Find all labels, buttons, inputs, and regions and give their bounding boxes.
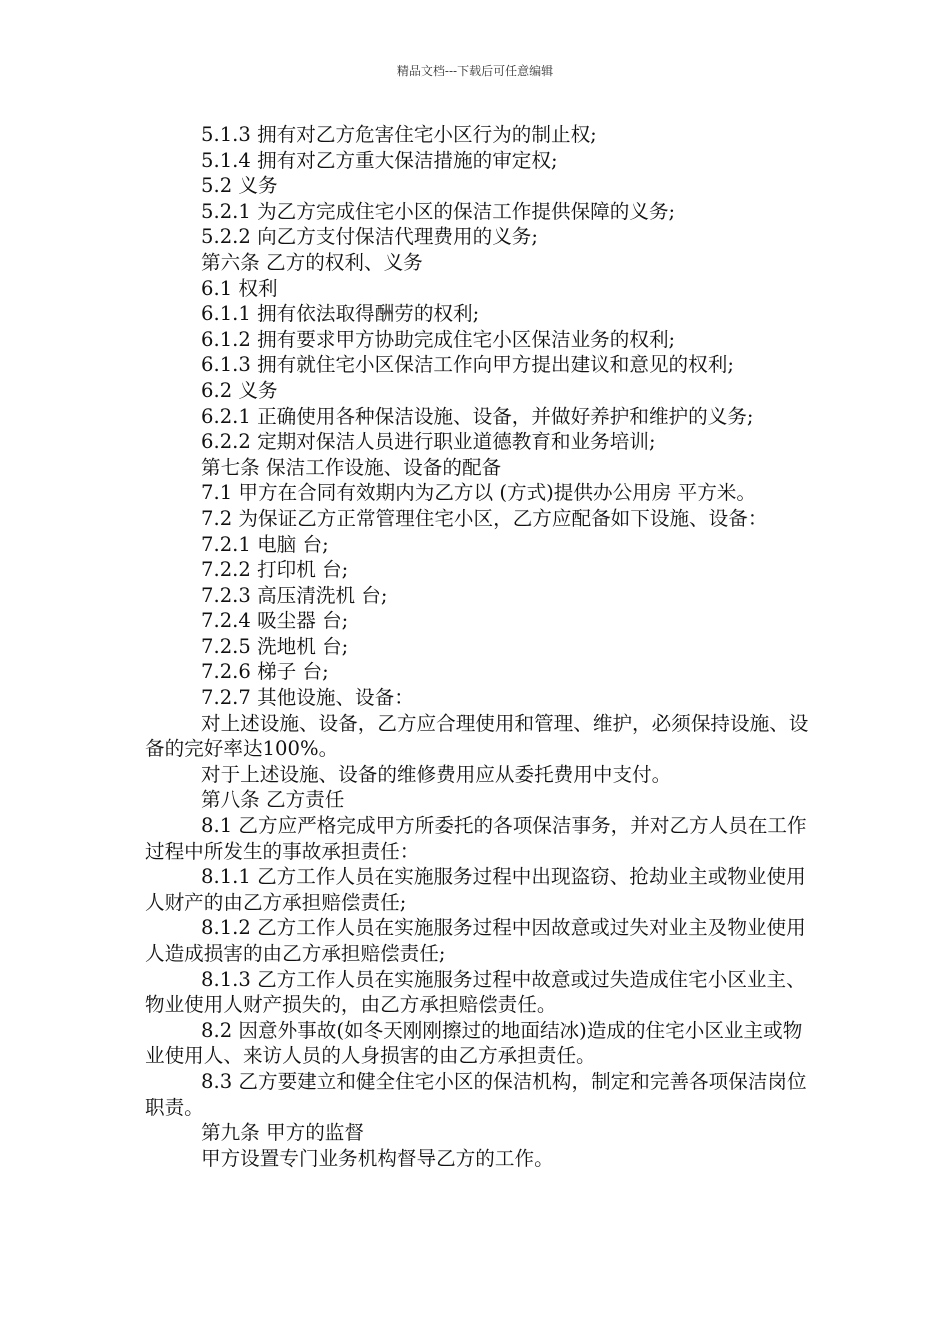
document-body: [145, 122, 815, 1171]
clause-6-2-2: 6.2.2 定期对保洁人员进行职业道德教育和业务培训;: [201, 430, 656, 454]
clause-8-1: 8.1 乙方应严格完成甲方所委托的各项保洁事务，并对乙方人员在工作过程中所发生的事故承担责任：: [145, 814, 807, 863]
clause-7-2-1: 7.2.1 电脑 台;: [201, 532, 329, 556]
clause-8-2: 8.2 因意外事故(如冬天刚刚擦过的地面结冰)造成的住宅小区业主或物业使用人、来访人员的人身损害的由乙方承担责任。: [145, 1018, 803, 1068]
article-8-heading: 第八条 乙方责任: [201, 788, 345, 812]
clause-5-2-1: 5.2.1 为乙方完成住宅小区的保洁工作提供保障的义务;: [201, 199, 676, 223]
clause-7-2-4: 7.2.4 吸尘器 台;: [201, 609, 349, 633]
article-9-body: 甲方设置专门业务机构督导乙方的工作。: [201, 1146, 554, 1170]
clause-6-1-1: 6.1.1 拥有依法取得酬劳的权利;: [201, 302, 480, 326]
clause-7-2-7: 7.2.7 其他设施、设备：: [201, 686, 414, 710]
clause-7-2-3: 7.2.3 高压清洗机 台;: [201, 583, 388, 607]
clause-8-3: 8.3 乙方要建立和健全住宅小区的保洁机构，制定和完善各项保洁岗位职责。: [145, 1069, 807, 1119]
clause-8-1-3: 8.1.3 乙方工作人员在实施服务过程中故意或过失造成住宅小区业主、物业使用人财产损失的，由乙方承担赔偿责任。: [145, 967, 806, 1017]
clause-6-2: 6.2 义务: [201, 378, 278, 402]
equipment-maintenance-para: 对上述设施、设备，乙方应合理使用和管理、维护，必须保持设施、设备的完好率达100%。: [145, 711, 809, 761]
clause-6-1: 6.1 权利: [201, 276, 278, 300]
clause-6-2-1: 6.2.1 正确使用各种保洁设施、设备，并做好养护和维护的义务;: [201, 404, 754, 428]
equipment-repair-cost-para: 对于上述设施、设备的维修费用应从委托费用中支付。: [201, 762, 672, 786]
clause-7-2: 7.2 为保证乙方正常管理住宅小区，乙方应配备如下设施、设备：: [201, 506, 768, 530]
clause-7-2-2: 7.2.2 打印机 台;: [201, 558, 349, 582]
clause-7-2-6: 7.2.6 梯子 台;: [201, 660, 329, 684]
clause-7-2-5: 7.2.5 洗地机 台;: [201, 634, 349, 658]
page-header: 精品文档---下载后可任意编辑: [396, 64, 554, 78]
clause-8-1-2: 8.1.2 乙方工作人员在实施服务过程中因故意或过失对业主及物业使用人造成损害的由乙方承担赔偿责任;: [145, 916, 806, 965]
article-6-heading: 第六条 乙方的权利、义务: [201, 250, 423, 274]
clause-5-2: 5.2 义务: [201, 174, 278, 198]
clause-5-2-2: 5.2.2 向乙方支付保洁代理费用的义务;: [201, 225, 538, 249]
clause-6-1-3: 6.1.3 拥有就住宅小区保洁工作向甲方提出建议和意见的权利;: [201, 353, 734, 377]
article-7-heading: 第七条 保洁工作设施、设备的配备: [201, 455, 502, 479]
clause-8-1-1: 8.1.1 乙方工作人员在实施服务过程中出现盗窃、抢劫业主或物业使用人财产的由乙方承担赔偿责任;: [145, 865, 806, 914]
clause-7-1: 7.1 甲方在合同有效期内为乙方以 (方式)提供办公用房 平方米。: [201, 481, 756, 505]
clause-5-1-3: 5.1.3 拥有对乙方危害住宅小区行为的制止权;: [201, 123, 597, 146]
clause-5-1-4: 5.1.4 拥有对乙方重大保洁措施的审定权;: [201, 148, 558, 172]
article-9-heading: 第九条 甲方的监督: [201, 1121, 364, 1145]
clause-6-1-2: 6.1.2 拥有要求甲方协助完成住宅小区保洁业务的权利;: [201, 327, 676, 351]
